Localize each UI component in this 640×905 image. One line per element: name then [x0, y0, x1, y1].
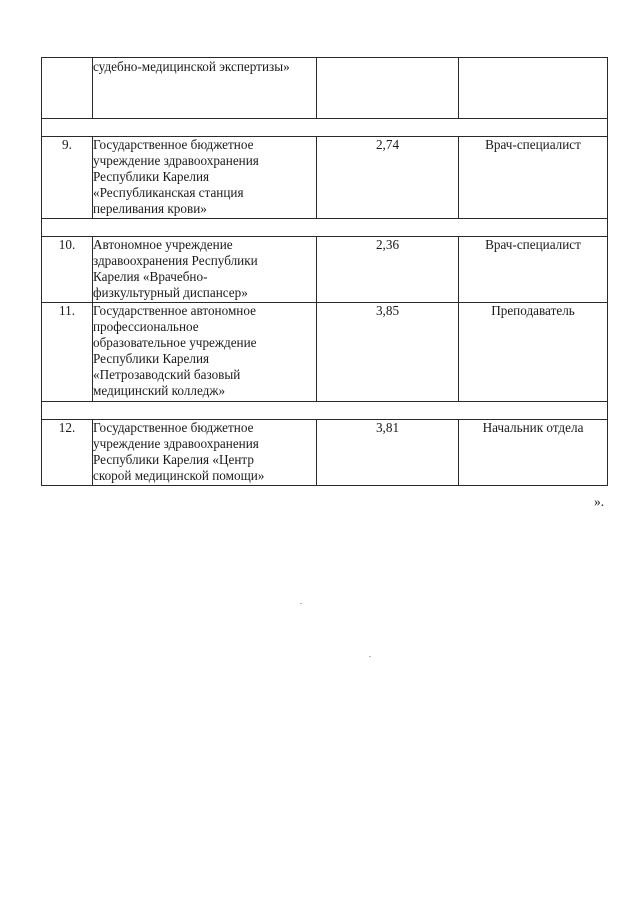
organization-name-line: Республики Карелия «Центр: [93, 452, 254, 467]
cell-organization: [93, 420, 317, 486]
organization-name-line: «Петрозаводский базовый: [93, 367, 241, 382]
organization-name-line: Республики Карелия: [93, 351, 210, 366]
organization-name-line: образовательное учреждение: [93, 335, 257, 350]
organization-name-line: профессиональное: [93, 319, 199, 334]
organization-name-line: здравоохранения Республики: [93, 253, 258, 268]
table-row-continued: [42, 58, 608, 119]
separator-cell: [42, 402, 608, 420]
closing-quote-mark: ».: [594, 494, 605, 509]
table-row-separator: [42, 402, 608, 420]
table-row: [42, 137, 608, 219]
organization-name-line: скорой медицинской помощи»: [93, 468, 265, 483]
separator-cell: [42, 119, 608, 137]
organization-name-line: переливания крови»: [93, 201, 207, 216]
cell-organization: [93, 303, 317, 402]
cell-coefficient: [317, 58, 459, 119]
organization-name-line: Государственное автономное: [93, 303, 256, 318]
organization-name-line: «Республиканская станция: [93, 185, 244, 200]
organization-name-line: медицинский колледж»: [93, 383, 226, 398]
table-row: [42, 303, 608, 402]
scan-speck: [300, 603, 302, 604]
cell-organization: [93, 237, 317, 303]
organization-name-line: судебно-медицинской экспертизы»: [93, 59, 290, 74]
cell-number: 11.: [42, 303, 93, 402]
cell-position: [459, 58, 608, 119]
cell-number: [42, 58, 93, 119]
table-row-separator: [42, 219, 608, 237]
organization-name-line: физкультурный диспансер»: [93, 285, 248, 300]
separator-cell: [42, 219, 608, 237]
cell-organization: [93, 137, 317, 219]
cell-position: Начальник отдела: [459, 420, 608, 486]
cell-coefficient: 2,36: [317, 237, 459, 303]
scan-speck: [369, 656, 371, 657]
organization-name-line: Государственное бюджетное: [93, 137, 254, 152]
table-row: [42, 420, 608, 486]
organization-name-line: Карелия «Врачебно-: [93, 269, 208, 284]
organization-name-line: Государственное бюджетное: [93, 420, 254, 435]
organization-name-line: Автономное учреждение: [93, 237, 233, 252]
cell-number: 12.: [42, 420, 93, 486]
organization-name-line: учреждение здравоохранения: [93, 436, 259, 451]
table-row: [42, 237, 608, 303]
organization-name-line: учреждение здравоохранения: [93, 153, 259, 168]
positions-table: [41, 57, 608, 486]
cell-position: Врач-специалист: [459, 237, 608, 303]
cell-position: Врач-специалист: [459, 137, 608, 219]
cell-coefficient: 3,81: [317, 420, 459, 486]
cell-coefficient: 3,85: [317, 303, 459, 402]
organization-name-line: Республики Карелия: [93, 169, 210, 184]
cell-organization: [93, 58, 317, 119]
cell-number: 9.: [42, 137, 93, 219]
table-row-separator: [42, 119, 608, 137]
cell-number: 10.: [42, 237, 93, 303]
cell-position: Преподаватель: [459, 303, 608, 402]
cell-coefficient: 2,74: [317, 137, 459, 219]
